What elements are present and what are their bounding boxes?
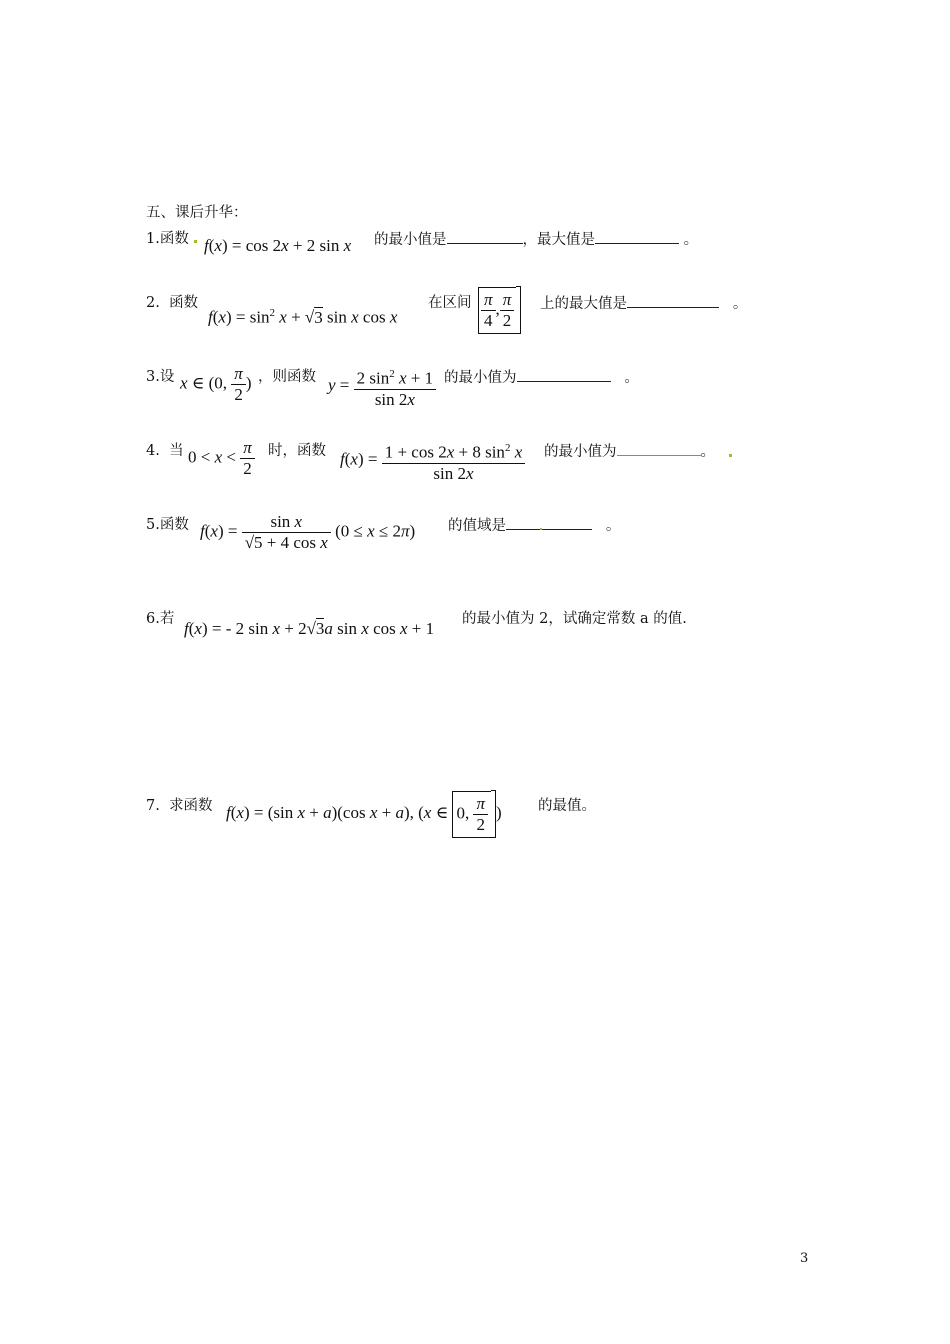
section-title: 五、课后升华： — [146, 205, 248, 221]
problem-6-text — [146, 610, 174, 628]
problem-1-tail — [374, 230, 698, 249]
problem-5-text — [146, 516, 189, 534]
problem-3-number: 3. — [146, 369, 160, 385]
answer-blank-min[interactable] — [447, 230, 523, 244]
problem-3-comma: ，则函数 — [258, 369, 316, 385]
problem-2-number: 2. — [146, 295, 160, 311]
problem-6-after: 的最小值为 2，试确定常数 a 的值. — [462, 611, 687, 627]
problem-5-number: 5. — [146, 517, 160, 533]
problem-3-after: 的最小值为 — [444, 370, 517, 386]
marker-dot — [194, 240, 197, 243]
problem-4-formula: f(x) = $\frac{1 + \cos 2x + 8 \sin^2 x}{\sin 2x}$ — [340, 438, 525, 484]
problem-4-after: 的最小值为 — [544, 444, 617, 460]
problem-5-lead: 函数 — [159, 517, 189, 533]
problem-3-text — [146, 368, 174, 386]
problem-2-after: 上的最大值是 — [540, 296, 627, 312]
problem-1-number: 1. — [146, 231, 160, 247]
problem-2-interval: $\frac{\pi}{4}$ , $\frac{\pi}{2}$ — [478, 286, 521, 334]
problem-2-mid: 在区间 — [428, 295, 472, 311]
problem-3-end: 。 — [624, 370, 639, 386]
problem-2-end: 。 — [732, 296, 748, 312]
problem-5-formula: f(x) = $\frac{\text{sin x}}{\text{√5 + 4 cos x}}$ (0 ≤ x ≤ 2π) — [200, 512, 416, 552]
problem-4-tail — [544, 442, 715, 461]
problem-4-lead: 当 — [169, 443, 184, 459]
problem-3-domain: x ∈ (0, $\frac{\pi}{2}$ ) — [180, 364, 252, 404]
problem-1-sep: ，最大值是 — [522, 232, 595, 248]
marker-dot — [729, 454, 732, 457]
answer-blank-3[interactable] — [517, 368, 611, 382]
answer-blank-4[interactable] — [617, 442, 701, 456]
marker-dot — [540, 528, 542, 530]
problem-1-lead: 函数 — [159, 231, 189, 247]
problem-4-mid: 时，函数 — [268, 443, 326, 459]
answer-blank-max[interactable] — [595, 230, 679, 244]
problem-2-text — [146, 294, 198, 312]
problem-1-text — [146, 230, 189, 248]
problem-5-end: 。 — [605, 518, 621, 534]
problem-6-formula: f(x) = - 2 sin x + 2√3a sin x cos x + 1 — [184, 619, 435, 638]
answer-blank-5[interactable] — [506, 516, 592, 530]
problem-4-number: 4. — [146, 443, 160, 459]
problem-6-lead: 若 — [159, 611, 175, 627]
problem-1-formula: f(x) = cos 2x + 2 sin x — [204, 236, 352, 255]
answer-blank-2[interactable] — [627, 294, 719, 308]
problem-1-mid: 的最小值是 — [374, 232, 447, 248]
problem-2-tail — [540, 294, 747, 313]
problem-6-number: 6. — [146, 611, 160, 627]
problem-4-text — [146, 442, 184, 460]
problem-3-lead: 设 — [159, 369, 175, 385]
problem-7-lead: 求函数 — [169, 798, 213, 814]
problem-2-lead: 函数 — [169, 295, 199, 311]
page-number: 3 — [800, 1251, 809, 1266]
problem-5-tail — [448, 516, 620, 535]
problem-7-text — [146, 797, 213, 815]
problem-3-formula: y = $\frac{2 \sin^2 x + 1}{\sin 2x}$ — [328, 364, 436, 410]
problem-4-condition: 0 < x < $\frac{\pi}{2}$ — [188, 438, 255, 479]
problem-1-end: 。 — [683, 232, 699, 248]
problem-5-after: 的值域是 — [448, 518, 506, 534]
problem-4-end: 。 — [700, 444, 715, 460]
problem-7-number: 7. — [146, 798, 160, 814]
problem-2-formula: $f(x) = \sin^2 x + √3$ sin x cos x — [208, 307, 398, 327]
problem-3-tail — [444, 368, 639, 387]
problem-7-formula: f(x) = (sin x + a)(cos x + a), (x ∈ 0, $\frac{\pi}{2}$ ) — [226, 790, 502, 838]
problem-7-after: 的最值。 — [538, 798, 596, 814]
